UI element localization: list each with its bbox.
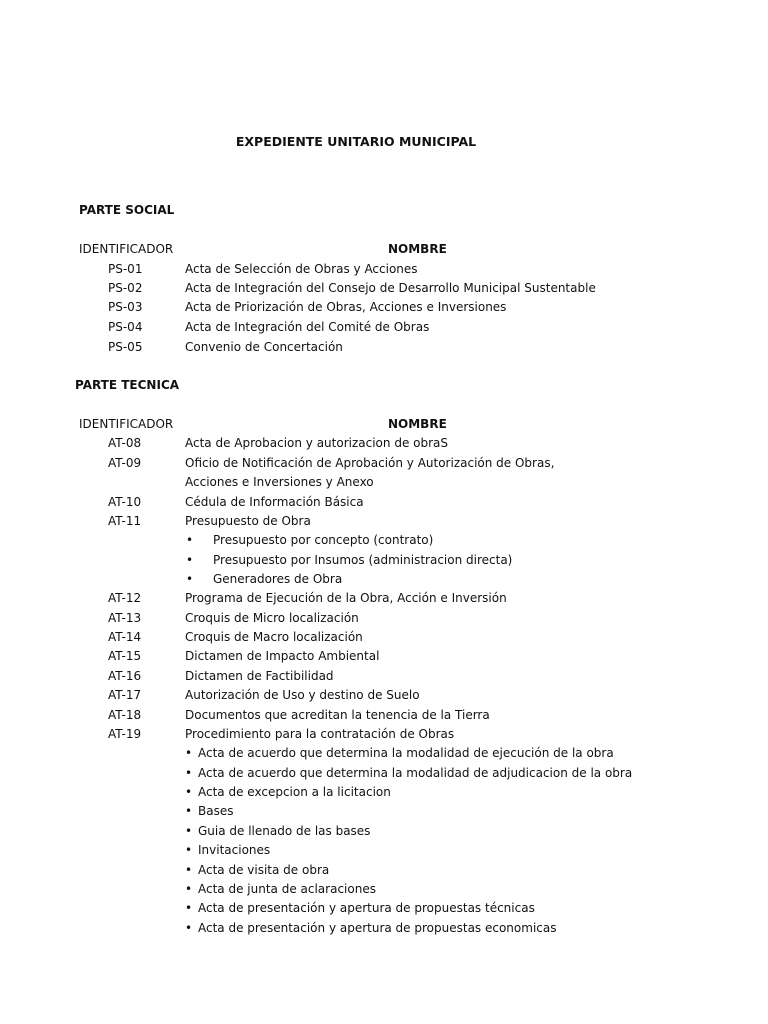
list-item: [0, 572, 768, 591]
row-name: Acta de Integración del Comité de Obras: [185, 320, 430, 334]
list-item-text: Acta de excepcion a la licitacion: [198, 785, 391, 799]
list-item-text: Generadores de Obra: [213, 572, 343, 586]
list-item-text: Acta de acuerdo que determina la modalidad de ejecución de la obra: [198, 746, 614, 760]
table-row: [0, 514, 768, 533]
table-row: [0, 649, 768, 668]
bullet-icon: •: [186, 553, 194, 567]
row-name: Dictamen de Factibilidad: [185, 669, 334, 683]
list-item: [0, 766, 768, 785]
row-identifier: AT-15: [108, 649, 142, 663]
bullet-icon: •: [185, 785, 193, 799]
row-identifier: AT-08: [108, 436, 142, 450]
row-identifier: AT-19: [108, 727, 142, 741]
column-header-nombre: NOMBRE: [388, 242, 447, 256]
row-name: Presupuesto de Obra: [185, 514, 311, 528]
row-name: Dictamen de Impacto Ambiental: [185, 649, 380, 663]
table-row-continuation: [0, 475, 768, 494]
list-item: [0, 921, 768, 940]
list-item: [0, 804, 768, 823]
table-row: [0, 320, 768, 339]
list-item: [0, 901, 768, 920]
row-identifier: PS-01: [108, 262, 143, 276]
list-item-text: Acta de visita de obra: [198, 863, 330, 877]
row-identifier: PS-02: [108, 281, 143, 295]
list-item-text: Acta de junta de aclaraciones: [198, 882, 376, 896]
list-item-text: Guia de llenado de las bases: [198, 824, 371, 838]
table-row: [0, 669, 768, 688]
row-name: Convenio de Concertación: [185, 340, 343, 354]
list-item-text: Presupuesto por concepto (contrato): [213, 533, 434, 547]
row-name: Acta de Selección de Obras y Acciones: [185, 262, 418, 276]
table-row: [0, 611, 768, 630]
row-identifier: AT-16: [108, 669, 142, 683]
row-name: Programa de Ejecución de la Obra, Acción e Inversión: [185, 591, 507, 605]
row-name: Acta de Aprobacion y autorizacion de obraS: [185, 436, 448, 450]
list-item: [0, 533, 768, 552]
bullet-icon: •: [185, 804, 193, 818]
table-row: [0, 300, 768, 319]
row-identifier: AT-10: [108, 495, 142, 509]
column-header-nombre: NOMBRE: [388, 417, 447, 431]
table-row: [0, 281, 768, 300]
bullet-icon: •: [185, 901, 193, 915]
list-item: [0, 882, 768, 901]
row-name: Procedimiento para la contratación de Obras: [185, 727, 455, 741]
table-row: [0, 495, 768, 514]
bullet-icon: •: [185, 843, 193, 857]
row-name: Acciones e Inversiones y Anexo: [185, 475, 374, 489]
list-item: [0, 863, 768, 882]
bullet-icon: •: [186, 572, 194, 586]
table-row: [0, 456, 768, 475]
row-identifier: AT-14: [108, 630, 142, 644]
row-name: Croquis de Micro localización: [185, 611, 359, 625]
list-item-text: Presupuesto por Insumos (administracion directa): [213, 553, 513, 567]
row-identifier: AT-17: [108, 688, 142, 702]
table-row: [0, 262, 768, 281]
row-identifier: AT-18: [108, 708, 142, 722]
row-name: Cédula de Información Básica: [185, 495, 364, 509]
bullet-icon: •: [185, 863, 193, 877]
row-name: Acta de Priorización de Obras, Acciones e Inversiones: [185, 300, 507, 314]
row-identifier: PS-05: [108, 340, 143, 354]
document-title: EXPEDIENTE UNITARIO MUNICIPAL: [235, 134, 477, 149]
list-item-text: Acta de acuerdo que determina la modalidad de adjudicacion de la obra: [198, 766, 633, 780]
bullet-icon: •: [185, 921, 193, 935]
table-row: [0, 727, 768, 746]
row-identifier: PS-04: [108, 320, 143, 334]
bullet-icon: •: [185, 746, 193, 760]
row-identifier: AT-11: [108, 514, 142, 528]
section-heading-tecnica: PARTE TECNICA: [75, 378, 180, 392]
list-item: [0, 785, 768, 804]
row-identifier: AT-13: [108, 611, 142, 625]
row-identifier: PS-03: [108, 300, 143, 314]
section-heading-social: PARTE SOCIAL: [79, 203, 175, 217]
row-name: Oficio de Notificación de Aprobación y Autorización de Obras,: [185, 456, 555, 470]
row-name: Acta de Integración del Consejo de Desarrollo Municipal Sustentable: [185, 281, 596, 295]
bullet-icon: •: [186, 533, 194, 547]
table-row: [0, 630, 768, 649]
list-item: [0, 746, 768, 765]
row-identifier: AT-12: [108, 591, 142, 605]
list-item-text: Acta de presentación y apertura de propuestas técnicas: [198, 901, 535, 915]
list-item-text: Invitaciones: [198, 843, 271, 857]
bullet-icon: •: [185, 824, 193, 838]
table-row: [0, 708, 768, 727]
table-row: [0, 591, 768, 610]
list-item: [0, 843, 768, 862]
table-row: [0, 688, 768, 707]
bullet-icon: •: [185, 766, 193, 780]
row-name: Autorización de Uso y destino de Suelo: [185, 688, 420, 702]
column-header-identificador: IDENTIFICADOR: [79, 417, 174, 431]
bullet-icon: •: [185, 882, 193, 896]
row-identifier: AT-09: [108, 456, 142, 470]
row-name: Documentos que acreditan la tenencia de la Tierra: [185, 708, 490, 722]
list-item: [0, 553, 768, 572]
list-item: [0, 824, 768, 843]
table-row: [0, 340, 768, 359]
list-item-text: Acta de presentación y apertura de propuestas economicas: [198, 921, 557, 935]
list-item-text: Bases: [198, 804, 234, 818]
row-name: Croquis de Macro localización: [185, 630, 363, 644]
column-header-identificador: IDENTIFICADOR: [79, 242, 174, 256]
table-row: [0, 436, 768, 455]
